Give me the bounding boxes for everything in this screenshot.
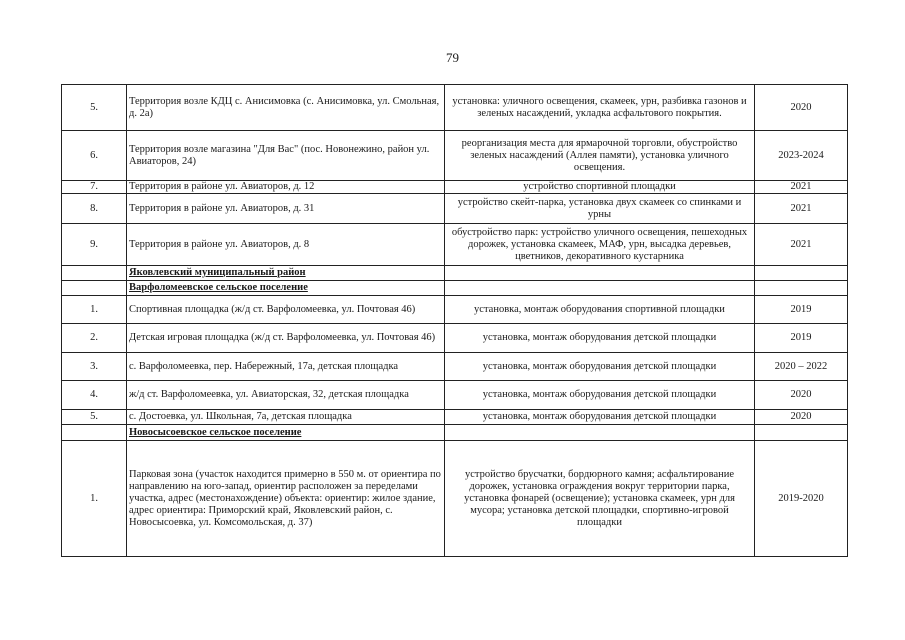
year-cell: 2020 — [755, 381, 848, 410]
table-row — [62, 296, 848, 324]
row-number: 5. — [62, 85, 127, 131]
year-cell: 2021 — [755, 224, 848, 266]
year-cell: 2021 — [755, 181, 848, 194]
row-number: 1. — [62, 296, 127, 324]
table-row — [62, 194, 848, 224]
territory-cell: Территория возле магазина "Для Вас" (пос. Новонежино, район ул. Авиаторов, 24) — [127, 131, 445, 181]
activity-cell: установка: уличного освещения, скамеек, урн, разбивка газонов и зеленых насаждений, укладка асфальтового покрытия. — [445, 85, 755, 131]
settlement-header-row — [62, 281, 848, 296]
activity-cell: устройство брусчатки, бордюрного камня; асфальтирование дорожек, установка ограждения вокруг территории парка, установка фонарей (освещение); установка скамеек, урн для мусора; установка детской площадки, спортивно-игровой площадки — [445, 441, 755, 557]
table-row — [62, 85, 848, 131]
row-number: 9. — [62, 224, 127, 266]
district-header-row — [62, 266, 848, 281]
row-number: 3. — [62, 353, 127, 381]
year-cell: 2020 — [755, 410, 848, 425]
improvement-table — [61, 84, 848, 557]
table-row — [62, 381, 848, 410]
activity-cell: реорганизация места для ярмарочной торговли, обустройство зеленых насаждений (Аллея памяти), установка уличного освещения. — [445, 131, 755, 181]
territory-cell: Территория в районе ул. Авиаторов, д. 8 — [127, 224, 445, 266]
territory-cell: Парковая зона (участок находится примерно в 550 м. от ориентира по направлению на юго-запад, ориентир расположен за переделами участка, адрес (местонахождение) объекта: ориентир: жилое здание, адрес ориентира: Приморский край, Яковлевский район, с. Новосысоевка, ул. Комсомольская, д. 37) — [127, 441, 445, 557]
year-cell: 2021 — [755, 194, 848, 224]
table-row — [62, 181, 848, 194]
settlement-header: Варфоломеевское сельское поселение — [127, 281, 445, 296]
activity-cell: установка, монтаж оборудования детской площадки — [445, 410, 755, 425]
district-header: Яковлевский муниципальный район — [127, 266, 445, 281]
territory-cell: Детская игровая площадка (ж/д ст. Варфоломеевка, ул. Почтовая 46) — [127, 324, 445, 353]
table-row — [62, 131, 848, 181]
territory-cell: Территория в районе ул. Авиаторов, д. 31 — [127, 194, 445, 224]
page-number: 79 — [446, 50, 459, 65]
year-cell: 2019 — [755, 296, 848, 324]
territory-cell: с. Варфоломеевка, пер. Набережный, 17а, детская площадка — [127, 353, 445, 381]
row-number: 4. — [62, 381, 127, 410]
settlement-header: Новосысоевское сельское поселение — [127, 425, 445, 441]
row-number: 1. — [62, 441, 127, 557]
activity-cell: установка, монтаж оборудования детской площадки — [445, 353, 755, 381]
row-number: 6. — [62, 131, 127, 181]
activity-cell: установка, монтаж оборудования детской площадки — [445, 324, 755, 353]
activity-cell: установка, монтаж оборудования спортивной площадки — [445, 296, 755, 324]
settlement-header-row — [62, 425, 848, 441]
territory-cell: Спортивная площадка (ж/д ст. Варфоломеевка, ул. Почтовая 46) — [127, 296, 445, 324]
year-cell: 2020 — [755, 85, 848, 131]
year-cell: 2019-2020 — [755, 441, 848, 557]
territory-cell: ж/д ст. Варфоломеевка, ул. Авиаторская, 32, детская площадка — [127, 381, 445, 410]
year-cell: 2023-2024 — [755, 131, 848, 181]
row-number: 7. — [62, 181, 127, 194]
year-cell: 2019 — [755, 324, 848, 353]
table-row — [62, 224, 848, 266]
row-number: 5. — [62, 410, 127, 425]
territory-cell: с. Достоевка, ул. Школьная, 7а, детская площадка — [127, 410, 445, 425]
table-row — [62, 353, 848, 381]
activity-cell: установка, монтаж оборудования детской площадки — [445, 381, 755, 410]
table-row — [62, 441, 848, 557]
territory-cell: Территория возле КДЦ с. Анисимовка (с. Анисимовка, ул. Смольная, д. 2а) — [127, 85, 445, 131]
table-row — [62, 324, 848, 353]
activity-cell: обустройство парк: устройство уличного освещения, пешеходных дорожек, установка скамеек, МАФ, урн, высадка деревьев, цветников, декоративного кустарника — [445, 224, 755, 266]
row-number: 2. — [62, 324, 127, 353]
row-number: 8. — [62, 194, 127, 224]
table-row — [62, 410, 848, 425]
territory-cell: Территория в районе ул. Авиаторов, д. 12 — [127, 181, 445, 194]
year-cell: 2020 – 2022 — [755, 353, 848, 381]
activity-cell: устройство скейт-парка, установка двух скамеек со спинками и урны — [445, 194, 755, 224]
activity-cell: устройство спортивной площадки — [445, 181, 755, 194]
